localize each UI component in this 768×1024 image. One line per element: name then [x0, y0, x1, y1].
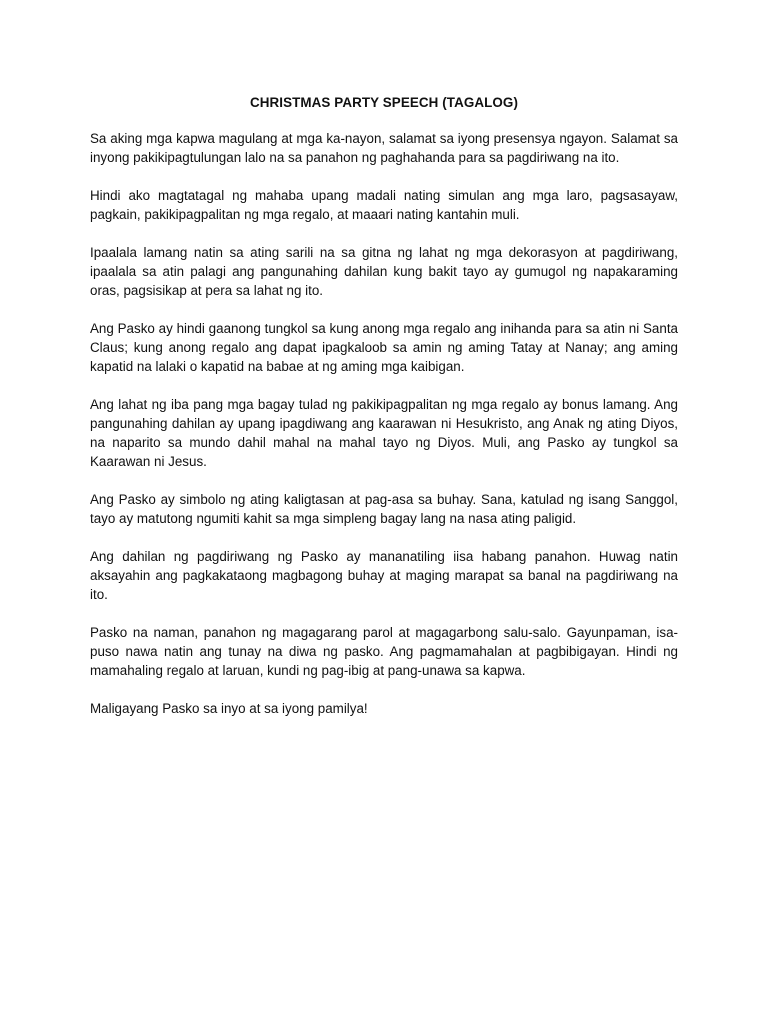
document-title: CHRISTMAS PARTY SPEECH (TAGALOG) [249, 95, 519, 110]
paragraph-reason: Ang lahat ng iba pang mga bagay tulad ng pakikipagpalitan ng mga regalo ay bonus lamang. Ang pangunahing dahilan ay upang ipagdiwang ang kaarawan ni Hesukristo, ang Anak ng ating Diyos, na naparito sa mundo dahil mahal na mahal tayo ng Diyos. Muli, ang Pasko ay tungkol sa Kaarawan ni Jesus. [90, 397, 678, 469]
paragraph-symbol: Ang Pasko ay simbolo ng ating kaligtasan at pag-asa sa buhay. Sana, katulad ng isang Sanggol, tayo ay matutong ngumiti kahit sa mga simpleng bagay lang na nasa ating paligid. [90, 492, 678, 526]
paragraph-gifts: Ang Pasko ay hindi gaanong tungkol sa kung anong mga regalo ang inihanda para sa atin ni Santa Claus; kung anong regalo ang dapat ipagkaloob sa amin ng aming Tatay at Nanay; ang aming kapatid na lalaki o kapatid na babae at ng aming mga kaibigan. [90, 321, 678, 374]
paragraph-closing: Maligayang Pasko sa inyo at sa iyong pamilya! [90, 701, 368, 716]
paragraph-celebration: Ang dahilan ng pagdiriwang ng Pasko ay mananatiling iisa habang panahon. Huwag natin aksayahin ang pagkakataong magbagong buhay at maging marapat sa banal na pagdiriwang na ito. [90, 549, 678, 602]
paragraph-spirit: Pasko na naman, panahon ng magagarang parol at magagarbong salu-salo. Gayunpaman, isa-puso nawa natin ang tunay na diwa ng pasko. Ang pagmamahalan at pagbibigayan. Hindi ng mamahaling regalo at laruan, kundi ng pag-ibig at pang-unawa sa kapwa. [90, 625, 678, 678]
paragraph-greeting: Sa aking mga kapwa magulang at mga ka-nayon, salamat sa iyong presensya ngayon. Salamat sa inyong pakikipagtulungan lalo na sa panahon ng paghahanda para sa pagdiriwang na ito. [90, 131, 678, 165]
paragraph-reminder: Ipaalala lamang natin sa ating sarili na sa gitna ng lahat ng mga dekorasyon at pagdiriwang, ipaalala sa atin palagi ang pangunahing dahilan kung bakit tayo ay gumugol ng napakaraming oras, pagsisikap at pera sa lahat ng ito. [90, 245, 678, 298]
paragraph-intro: Hindi ako magtatagal ng mahaba upang madali nating simulan ang mga laro, pagsasayaw, pagkain, pakikipagpalitan ng mga regalo, at maaari nating kantahin muli. [90, 188, 678, 222]
document-body [90, 93, 678, 737]
